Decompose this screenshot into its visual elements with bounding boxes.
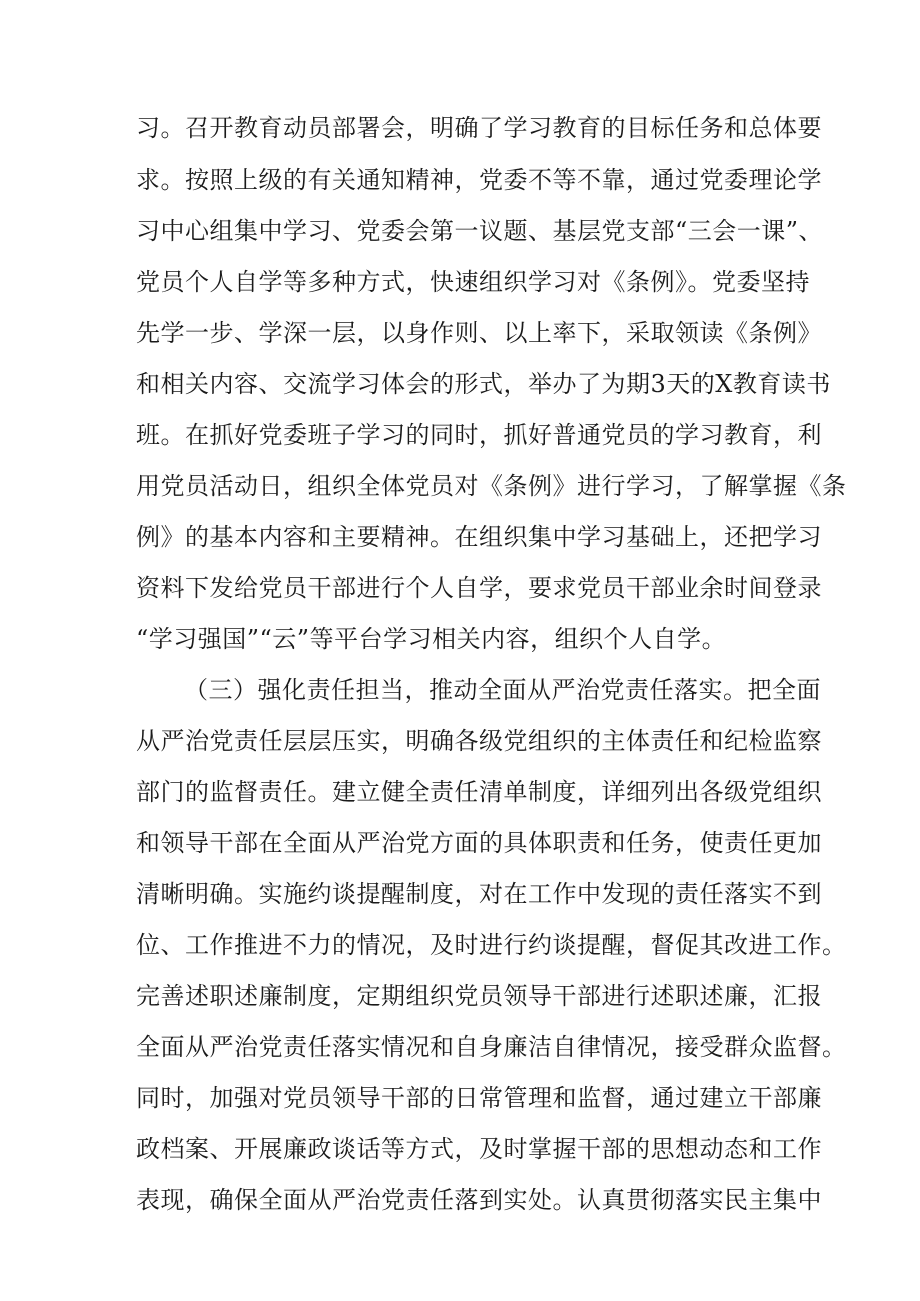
text-line: 完善述职述廉制度，定期组织党员领导干部进行述职述廉，汇报 (136, 982, 822, 1010)
text-line: 全面从严治党责任落实情况和自身廉洁自律情况，接受群众监督。 (136, 1033, 847, 1061)
text-line: “学习强国”“云”等平台学习相关内容，组织个人自学。 (136, 625, 727, 653)
text-line: 习中心组集中学习、党委会第一议题、基层党支部“三会一课”、 (136, 217, 824, 245)
text-line: 例》的基本内容和主要精神。在组织集中学习基础上，还把学习 (136, 523, 822, 551)
text-line: 从严治党责任层层压实，明确各级党组织的主体责任和纪检监察 (136, 727, 822, 755)
text-line: 同时，加强对党员领导干部的日常管理和监督，通过建立干部廉 (136, 1084, 822, 1112)
text-line: 先学一步、学深一层，以身作则、以上率下，采取领读《条例》 (136, 319, 822, 347)
text-line: 和领导干部在全面从严治党方面的具体职责和任务，使责任更加 (136, 829, 822, 857)
text-line: 政档案、开展廉政谈话等方式，及时掌握干部的思想动态和工作 (136, 1135, 822, 1163)
text-line: 表现，确保全面从严治党责任落到实处。认真贯彻落实民主集中 (136, 1186, 822, 1214)
text-line: 求。按照上级的有关通知精神，党委不等不靠，通过党委理论学 (136, 166, 822, 194)
text-line: 习。召开教育动员部署会，明确了学习教育的目标任务和总体要 (136, 114, 822, 142)
text-line: 和相关内容、交流学习体会的形式，举办了为期3天的X教育读书 (136, 370, 831, 398)
text-line: 资料下发给党员干部进行个人自学，要求党员干部业余时间登录 (136, 574, 822, 602)
text-line: 班。在抓好党委班子学习的同时，抓好普通党员的学习教育，利 (136, 421, 822, 449)
text-line: 部门的监督责任。建立健全责任清单制度，详细列出各级党组织 (136, 778, 822, 806)
section-heading-line: （三）强化责任担当，推动全面从严治党责任落实。把全面 (184, 676, 821, 704)
text-line: 用党员活动日，组织全体党员对《条例》进行学习，了解掌握《条 (136, 472, 847, 500)
text-line: 党员个人自学等多种方式，快速组织学习对《条例》。党委坚持 (136, 268, 810, 296)
text-line: 清晰明确。实施约谈提醒制度，对在工作中发现的责任落实不到 (136, 880, 822, 908)
text-line: 位、工作推进不力的情况，及时进行约谈提醒，督促其改进工作。 (136, 931, 847, 959)
